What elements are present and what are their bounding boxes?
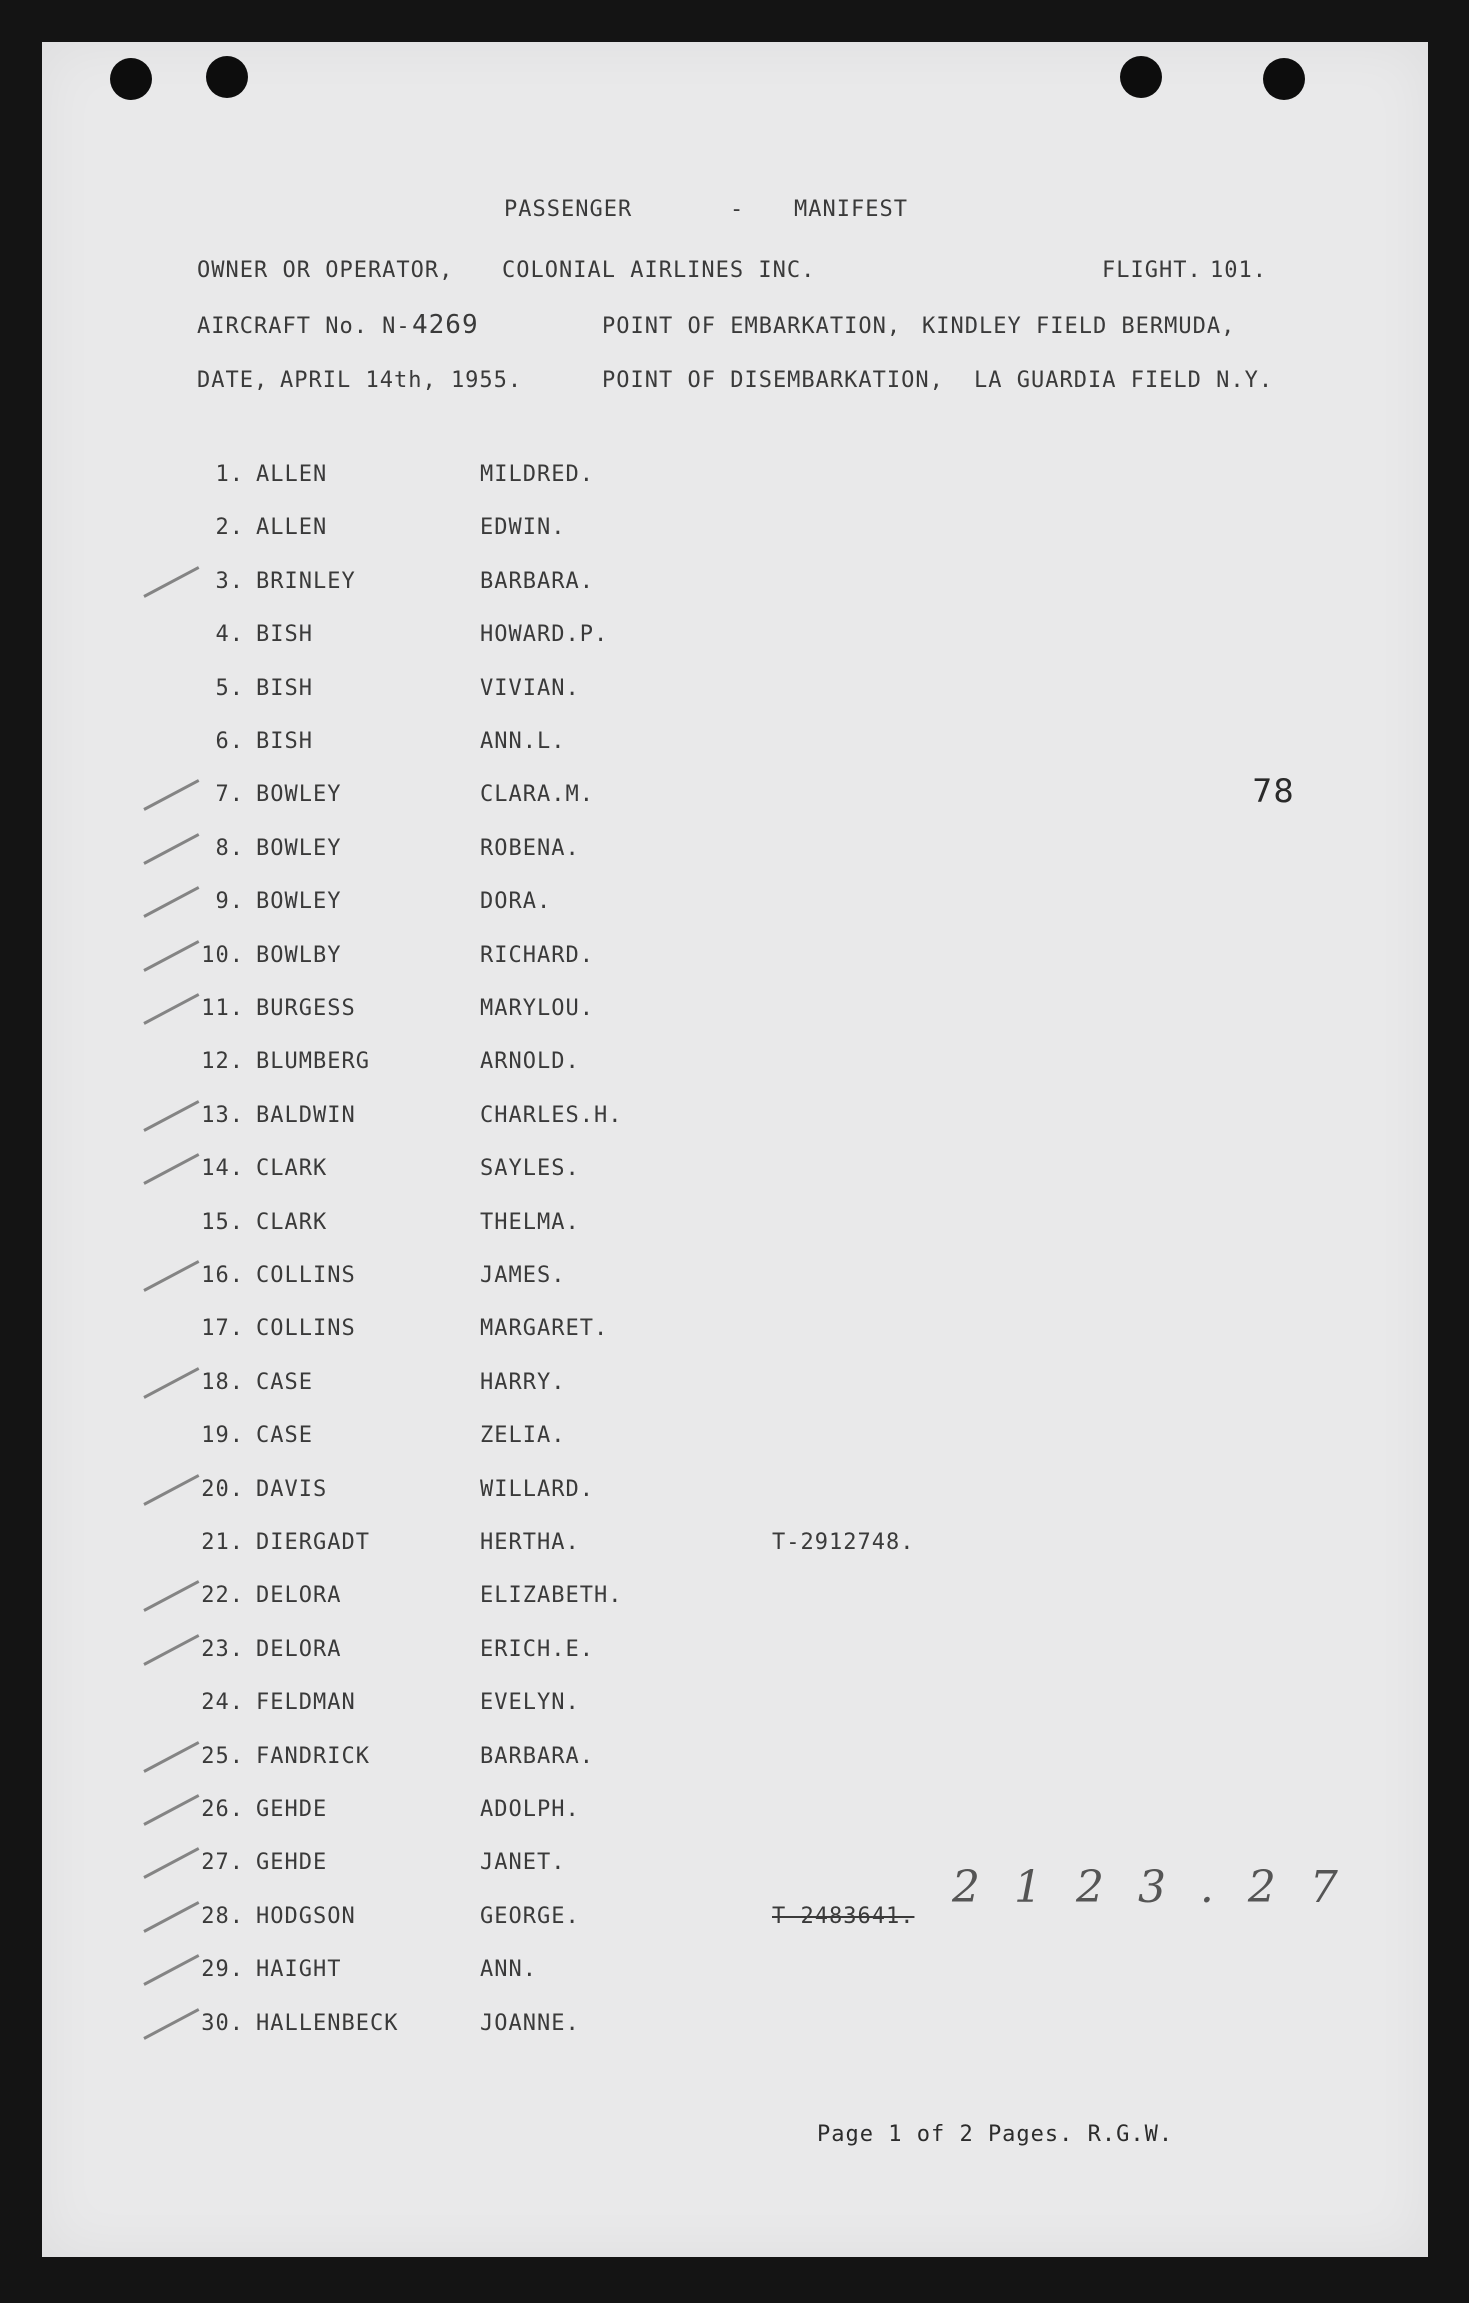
passenger-last-name: HAIGHT [256,1957,342,1982]
passenger-first-name: HOWARD.P. [480,622,609,647]
punch-hole-2 [206,56,248,98]
passenger-row [174,1316,1074,1346]
passenger-number: 19. [201,1423,244,1448]
passenger-row [174,1049,1074,1079]
passenger-number: 23. [201,1637,244,1662]
passenger-last-name: FANDRICK [256,1744,370,1769]
passenger-last-name: COLLINS [256,1263,356,1288]
passenger-last-name: GEHDE [256,1850,328,1875]
passenger-row [174,836,1074,866]
passenger-ticket-note: T-2483641. [772,1904,915,1929]
title-manifest: MANIFEST [794,197,908,222]
passenger-row [174,1103,1074,1133]
passenger-last-name: BOWLEY [256,889,342,914]
punch-hole-3 [1120,56,1162,98]
passenger-first-name: BARBARA. [480,569,594,594]
title-dash: - [730,197,745,222]
date-value: APRIL 14th, 1955. [280,368,523,393]
passenger-row [174,943,1074,973]
passenger-last-name: HODGSON [256,1904,356,1929]
passenger-first-name: JOANNE. [480,2011,580,2036]
passenger-ticket-note: T-2912748. [772,1530,915,1555]
passenger-row [174,676,1074,706]
passenger-first-name: MARGARET. [480,1316,609,1341]
passenger-last-name: GEHDE [256,1797,328,1822]
passenger-number: 8. [215,836,244,861]
passenger-first-name: GEORGE. [480,1904,580,1929]
passenger-number: 30. [201,2011,244,2036]
title-passenger: PASSENGER [504,197,633,222]
passenger-first-name: JANET. [480,1850,566,1875]
passenger-row [174,1637,1074,1667]
passenger-number: 14. [201,1156,244,1181]
passenger-number: 10. [201,943,244,968]
passenger-number: 20. [201,1477,244,1502]
page-footer: Page 1 of 2 Pages. R.G.W. [817,2122,1174,2147]
page-side-number: 78 [1252,772,1295,810]
passenger-row [174,1156,1074,1186]
manifest-page [42,42,1428,2257]
passenger-row [174,1530,1074,1560]
owner-label: OWNER OR OPERATOR, [197,258,454,283]
passenger-first-name: VIVIAN. [480,676,580,701]
passenger-row [174,1904,1074,1934]
flight-value: 101. [1210,258,1267,283]
passenger-row [174,1477,1074,1507]
passenger-first-name: DORA. [480,889,552,914]
passenger-last-name: BISH [256,676,313,701]
embark-value: KINDLEY FIELD BERMUDA, [922,314,1236,339]
passenger-first-name: MILDRED. [480,462,594,487]
passenger-row [174,622,1074,652]
passenger-number: 25. [201,1744,244,1769]
passenger-number: 29. [201,1957,244,1982]
passenger-number: 13. [201,1103,244,1128]
passenger-row [174,1263,1074,1293]
passenger-last-name: BLUMBERG [256,1049,370,1074]
passenger-first-name: MARYLOU. [480,996,594,1021]
passenger-row [174,2011,1074,2041]
passenger-number: 5. [215,676,244,701]
passenger-last-name: BRINLEY [256,569,356,594]
embark-label: POINT OF EMBARKATION, [602,314,902,339]
owner-value: COLONIAL AIRLINES INC. [502,258,816,283]
passenger-row [174,569,1074,599]
passenger-last-name: CASE [256,1423,313,1448]
passenger-number: 28. [201,1904,244,1929]
passenger-last-name: CASE [256,1370,313,1395]
passenger-row [174,462,1074,492]
flight-label: FLIGHT. [1102,258,1202,283]
passenger-number: 24. [201,1690,244,1715]
passenger-last-name: BISH [256,729,313,754]
passenger-row [174,889,1074,919]
passenger-first-name: THELMA. [480,1210,580,1235]
passenger-row [174,515,1074,545]
passenger-number: 11. [201,996,244,1021]
punch-hole-1 [110,58,152,100]
passenger-last-name: DAVIS [256,1477,328,1502]
passenger-last-name: CLARK [256,1210,328,1235]
passenger-last-name: BISH [256,622,313,647]
passenger-first-name: HARRY. [480,1370,566,1395]
passenger-number: 2. [215,515,244,540]
passenger-number: 3. [215,569,244,594]
passenger-number: 22. [201,1583,244,1608]
passenger-last-name: HALLENBECK [256,2011,399,2036]
passenger-number: 27. [201,1850,244,1875]
passenger-first-name: EDWIN. [480,515,566,540]
passenger-number: 6. [215,729,244,754]
handwritten-note: 2 1 2 3 . 2 7 [952,1862,1348,1913]
passenger-first-name: CLARA.M. [480,782,594,807]
date-label: DATE, [197,368,269,393]
passenger-row [174,1797,1074,1827]
passenger-first-name: JAMES. [480,1263,566,1288]
passenger-number: 4. [215,622,244,647]
passenger-number: 12. [201,1049,244,1074]
passenger-first-name: ZELIA. [480,1423,566,1448]
passenger-number: 15. [201,1210,244,1235]
passenger-first-name: SAYLES. [480,1156,580,1181]
passenger-first-name: WILLARD. [480,1477,594,1502]
passenger-last-name: COLLINS [256,1316,356,1341]
passenger-first-name: ADOLPH. [480,1797,580,1822]
passenger-number: 7. [215,782,244,807]
passenger-last-name: CLARK [256,1156,328,1181]
passenger-row [174,1690,1074,1720]
aircraft-value: 4269 [412,310,479,340]
passenger-last-name: BOWLEY [256,836,342,861]
passenger-last-name: BOWLBY [256,943,342,968]
passenger-first-name: HERTHA. [480,1530,580,1555]
passenger-row [174,996,1074,1026]
passenger-first-name: ANN.L. [480,729,566,754]
passenger-last-name: ALLEN [256,515,328,540]
passenger-first-name: BARBARA. [480,1744,594,1769]
passenger-last-name: BALDWIN [256,1103,356,1128]
passenger-first-name: RICHARD. [480,943,594,968]
passenger-last-name: ALLEN [256,462,328,487]
aircraft-label: AIRCRAFT No. N- [197,314,411,339]
disembark-value: LA GUARDIA FIELD N.Y. [974,368,1274,393]
passenger-row [174,782,1074,812]
punch-hole-4 [1263,58,1305,100]
passenger-first-name: ANN. [480,1957,537,1982]
passenger-first-name: EVELYN. [480,1690,580,1715]
passenger-number: 21. [201,1530,244,1555]
passenger-last-name: DIERGADT [256,1530,370,1555]
passenger-last-name: BOWLEY [256,782,342,807]
passenger-row [174,1744,1074,1774]
passenger-number: 17. [201,1316,244,1341]
passenger-row [174,1850,1074,1880]
passenger-row [174,1210,1074,1240]
passenger-last-name: DELORA [256,1637,342,1662]
passenger-number: 1. [215,462,244,487]
passenger-first-name: ELIZABETH. [480,1583,623,1608]
passenger-first-name: CHARLES.H. [480,1103,623,1128]
passenger-row [174,1423,1074,1453]
passenger-row [174,1583,1074,1613]
passenger-row [174,1957,1074,1987]
passenger-first-name: ERICH.E. [480,1637,594,1662]
passenger-first-name: ROBENA. [480,836,580,861]
passenger-number: 18. [201,1370,244,1395]
passenger-row [174,729,1074,759]
passenger-first-name: ARNOLD. [480,1049,580,1074]
passenger-last-name: DELORA [256,1583,342,1608]
passenger-number: 16. [201,1263,244,1288]
passenger-last-name: FELDMAN [256,1690,356,1715]
passenger-number: 9. [215,889,244,914]
passenger-row [174,1370,1074,1400]
passenger-last-name: BURGESS [256,996,356,1021]
disembark-label: POINT OF DISEMBARKATION, [602,368,944,393]
passenger-number: 26. [201,1797,244,1822]
